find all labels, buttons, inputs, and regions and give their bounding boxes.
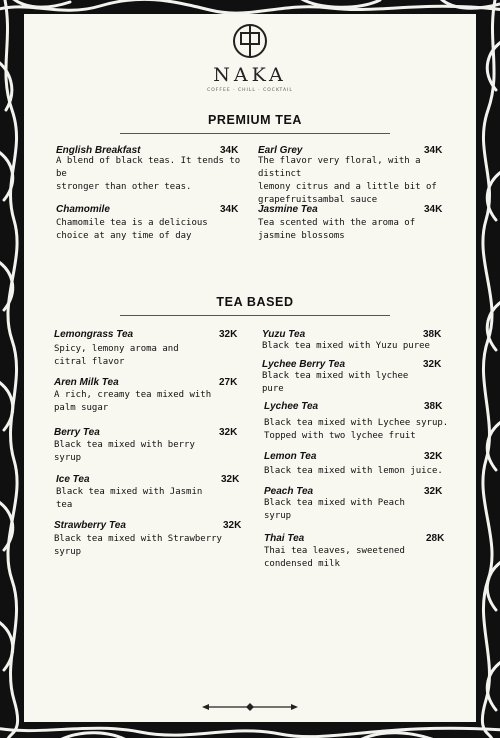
item-name: Berry Tea bbox=[54, 427, 100, 438]
item-price: 32K bbox=[219, 427, 238, 438]
item-description: The flavor very floral, with a distinct lemony citrus and a little bit of grapefruitsambal sauce bbox=[258, 156, 437, 205]
item-price: 28K bbox=[426, 533, 445, 544]
item-name: English Breakfast bbox=[56, 145, 141, 156]
item-price: 32K bbox=[219, 329, 238, 340]
item-name: Lychee Tea bbox=[264, 401, 319, 412]
item-name: Jasmine Tea bbox=[258, 204, 318, 215]
brand-name: NAKA bbox=[213, 64, 287, 86]
item-name: Lychee Berry Tea bbox=[262, 359, 346, 370]
item-description: Black tea mixed with berry syrup bbox=[54, 440, 195, 463]
item-description: Black tea mixed with Yuzu puree bbox=[262, 341, 430, 351]
item-price: 32K bbox=[223, 520, 242, 531]
section-title-premium-tea: PREMIUM TEA bbox=[207, 113, 303, 127]
item-price: 32K bbox=[221, 474, 240, 485]
section-divider bbox=[120, 315, 390, 316]
item-description: Tea scented with the aroma of jasmine blossoms bbox=[258, 218, 416, 241]
naka-emblem-icon bbox=[232, 22, 268, 62]
item-description: Black tea mixed with Strawberry syrup bbox=[54, 534, 222, 557]
item-description: Black tea mixed with Peach syrup bbox=[264, 498, 405, 521]
item-price: 34K bbox=[424, 204, 443, 215]
item-price: 32K bbox=[424, 451, 443, 462]
item-price: 38K bbox=[423, 329, 442, 340]
item-description: Spicy, lemony aroma and citral flavor bbox=[54, 344, 179, 367]
item-name: Strawberry Tea bbox=[54, 520, 126, 531]
item-description: Black tea mixed with lemon juice. bbox=[264, 466, 443, 476]
item-price: 38K bbox=[424, 401, 443, 412]
brand-tagline: COFFEE · CHILL · COCKTAIL bbox=[207, 88, 293, 93]
item-description: Black tea mixed with lychee pure bbox=[262, 371, 409, 394]
item-name: Chamomile bbox=[56, 204, 110, 215]
item-price: 34K bbox=[424, 145, 443, 156]
item-name: Aren Milk Tea bbox=[54, 377, 119, 388]
item-name: Lemongrass Tea bbox=[54, 329, 134, 340]
item-description: Black tea mixed with Lychee syrup. Topped with two lychee fruit bbox=[264, 418, 449, 441]
item-description: A rich, creamy tea mixed with palm sugar bbox=[54, 390, 212, 413]
item-price: 32K bbox=[423, 359, 442, 370]
arrow-divider-icon bbox=[200, 700, 300, 714]
item-description: A blend of black teas. It tends to be stronger than other teas. bbox=[56, 156, 241, 192]
item-price: 27K bbox=[219, 377, 238, 388]
item-price: 34K bbox=[220, 145, 239, 156]
item-price: 32K bbox=[424, 486, 443, 497]
item-description: Thai tea leaves, sweetened condensed milk bbox=[264, 546, 405, 569]
section-divider bbox=[120, 133, 390, 134]
item-description: Chamomile tea is a delicious choice at any time of day bbox=[56, 218, 208, 241]
item-name: Lemon Tea bbox=[264, 451, 317, 462]
section-title-tea-based: TEA BASED bbox=[216, 295, 294, 309]
item-name: Ice Tea bbox=[56, 474, 90, 485]
item-description: Black tea mixed with Jasmin tea bbox=[56, 487, 203, 510]
item-price: 34K bbox=[220, 204, 239, 215]
item-name: Thai Tea bbox=[264, 533, 305, 544]
item-name: Earl Grey bbox=[258, 145, 303, 156]
item-name: Peach Tea bbox=[264, 486, 314, 497]
item-name: Yuzu Tea bbox=[262, 329, 306, 340]
